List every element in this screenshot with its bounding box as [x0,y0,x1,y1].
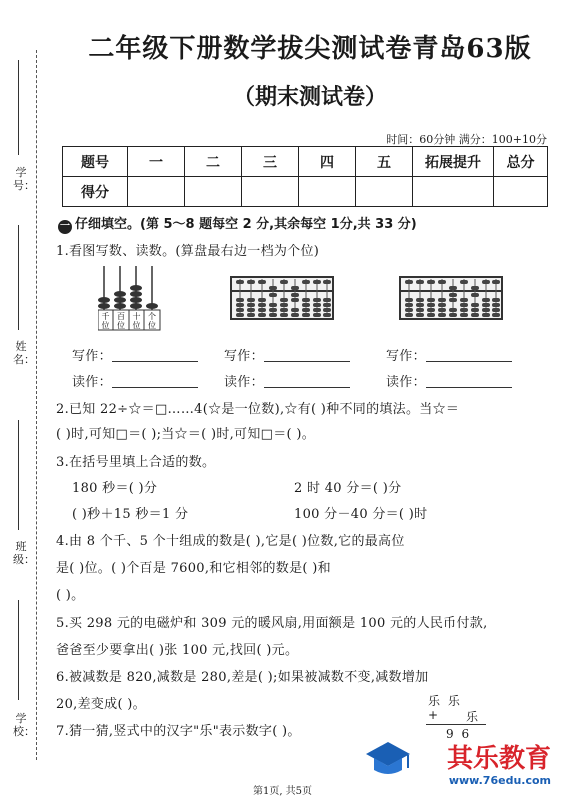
class-label: 班级： [13,540,35,566]
school-blank [18,600,19,700]
question-6-line-1: 6.被减数是 820,减数是 280,差是( );如果被减数不变,减数增加 [56,670,429,685]
school-label: 学校： [13,712,35,738]
score-cell[interactable] [299,177,356,207]
vertical-result-row: 9 6 [446,727,472,741]
question-3-title: 3.在括号里填上合适的数。 [56,455,216,470]
question-3b: 2 时 40 分＝( )分 [294,481,402,496]
vertical-bottom-row: 乐 [466,710,479,724]
question-2-line-1: 2.已知 22÷☆＝□……4(☆是一位数),☆有( )种不同的填法。当☆＝ [56,402,460,417]
rod-label-suffix: 位 [117,321,125,330]
suanpan-abacus-1 [230,276,334,320]
read-answer-3: 读作： [386,371,512,390]
question-1: 1.看图写数、读数。(算盘最右边一档为个位) [56,244,320,259]
rod-abacus-diagram [98,262,164,332]
class-blank [18,420,19,530]
header-cell: 四 [299,147,356,177]
header-cell: 总分 [494,147,548,177]
score-table-row [63,177,548,207]
header-cell: 题号 [63,147,128,177]
exam-meta: 时间：60分钟 满分：100+10分 [386,133,547,146]
rod-label-thousands: 千 [101,312,110,321]
brand-url: www.76edu.com [448,774,551,787]
question-4-line-1: 4.由 8 个千、5 个十组成的数是( ),它是( )位数,它的最高位 [56,534,405,549]
header-cell: 二 [185,147,242,177]
score-cell[interactable] [494,177,548,207]
graduation-cap-logo-icon [364,738,410,780]
rod-label-suffix: 位 [132,321,141,330]
question-4-line-2: 是( )位。( )个百是 7600,和它相邻的数是( )和 [56,561,331,576]
header-cell: 三 [242,147,299,177]
question-3c: ( )秒＋15 秒＝1 分 [72,507,189,522]
question-4-line-3: ( )。 [56,588,85,603]
score-cell[interactable] [128,177,185,207]
question-7: 7.猜一猜,竖式中的汉字"乐"表示数字( )。 [56,724,301,739]
score-cell[interactable] [413,177,494,207]
question-6-line-2: 20,差变成( )。 [56,697,146,712]
score-cell[interactable] [242,177,299,207]
question-3a: 180 秒＝( )分 [72,481,158,496]
binding-line [36,50,37,760]
name-label: 姓名： [13,340,35,366]
rod-label-suffix: 位 [148,321,156,330]
score-cell[interactable] [356,177,413,207]
rod-label-ones: 个 [148,312,156,321]
section-badge: 一 [60,221,70,232]
question-2-line-2: ( )时,可知□＝( );当☆＝( )时,可知□＝( )。 [56,427,316,442]
read-answer-1: 读作： [72,371,198,390]
page-subtitle: （期末测试卷） [232,84,387,110]
vertical-top-row: 乐 乐 [428,694,462,708]
score-table-header [63,147,548,177]
rod-label-tens: 十 [132,312,141,321]
score-table [62,146,548,207]
section-text: 仔细填空。(第 5～8 题每空 2 分,其余每空 1分,共 33 分) [75,217,417,232]
brand-name: 其乐教育 [446,744,551,774]
score-cell[interactable] [185,177,242,207]
header-cell: 一 [128,147,185,177]
question-5-line-2: 爸爸至少要拿出( )张 100 元,找回( )元。 [56,643,299,658]
read-answer-2: 读作： [224,371,350,390]
student-id-label: 学号： [13,166,35,192]
row-label: 得分 [63,177,128,207]
student-id-blank [18,60,19,155]
rod-label-hundreds: 百 [117,312,125,321]
section-heading [58,213,417,234]
vertical-sum-line [426,724,486,725]
header-cell: 五 [356,147,413,177]
page-title: 二年级下册数学拔尖测试卷青岛63版 [88,34,532,64]
write-answer-1: 写作： [72,345,198,364]
question-5-line-1: 5.买 298 元的电磁炉和 309 元的暖风扇,用面额是 100 元的人民币付款, [56,616,488,631]
suanpan-abacus-2 [399,276,503,320]
header-cell: 拓展提升 [413,147,494,177]
name-blank [18,225,19,330]
write-answer-3: 写作： [386,345,512,364]
question-3d: 100 分－40 分＝( )时 [294,507,428,522]
rod-label-suffix: 位 [101,321,110,330]
page-footer: 第1页, 共5页 [252,786,313,797]
vertical-plus-sign: + [428,708,439,722]
write-answer-2: 写作： [224,345,350,364]
